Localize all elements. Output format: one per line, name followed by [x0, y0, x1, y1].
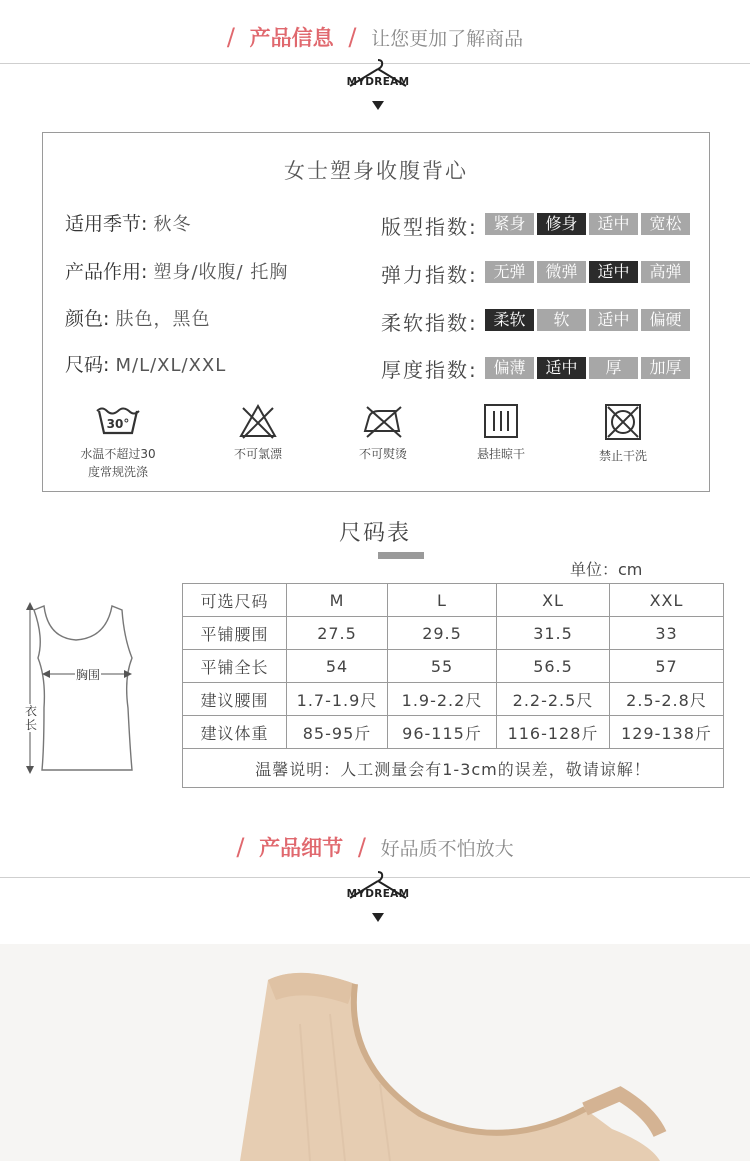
table-cell: 27.5: [287, 617, 388, 650]
table-cell: 可选尺码: [183, 584, 287, 617]
table-cell: 116-128斤: [497, 716, 610, 749]
vest-diagram: [20, 598, 150, 778]
slash-right: /: [357, 833, 366, 861]
index-option: 加厚: [641, 357, 690, 379]
product-name: 女士塑身收腹背心: [284, 159, 468, 183]
attr-sep: :: [103, 308, 110, 330]
section-title: 产品细节: [259, 836, 344, 860]
index-option: 高弹: [641, 261, 690, 283]
wash-30-icon: [95, 403, 141, 439]
table-cell: 33: [610, 617, 724, 650]
section-header-product-info: [0, 22, 750, 52]
wash-temp-text: 30°: [106, 417, 130, 431]
table-row: [183, 683, 724, 716]
table-cell: XL: [497, 584, 610, 617]
table-cell: 57: [610, 650, 724, 683]
attr-size: [65, 350, 226, 377]
table-cell: 54: [287, 650, 388, 683]
table-row: [183, 716, 724, 749]
hang-dry-icon: [483, 403, 519, 439]
attr-value: 秋冬: [153, 214, 192, 235]
care-wash: [63, 403, 173, 481]
index-softness-label: 柔软指数:: [381, 311, 478, 335]
attr-label: 适用季节: [65, 213, 142, 235]
table-row: [183, 650, 724, 683]
care-hang-dry: [446, 403, 556, 463]
section-header-product-details: [0, 832, 750, 862]
size-table: [182, 583, 724, 788]
table-cell: M: [287, 584, 388, 617]
attr-color: [65, 304, 210, 331]
care-no-dry-clean: [568, 403, 678, 465]
table-cell: 2.2-2.5尺: [497, 683, 610, 716]
care-label: 悬挂晾干: [476, 447, 525, 461]
table-row: [183, 584, 724, 617]
attr-label: 产品作用: [65, 261, 142, 283]
size-chart-title: 尺码表: [338, 521, 411, 546]
no-bleach-icon: [238, 403, 278, 439]
no-iron-icon: [361, 403, 405, 439]
attr-value: M/L/XL/XXL: [115, 355, 227, 376]
table-cell: 建议体重: [183, 716, 287, 749]
garment-closeup: [0, 944, 750, 1161]
table-row: [183, 617, 724, 650]
index-option-selected: 修身: [537, 213, 586, 235]
chest-label: 胸围: [76, 668, 101, 682]
care-no-iron: [328, 403, 438, 463]
index-option: 无弹: [485, 261, 534, 283]
slash-left: /: [226, 23, 235, 51]
size-title-underline: [378, 552, 424, 559]
index-option: 厚: [589, 357, 638, 379]
brand-name: MYDREAM: [346, 76, 410, 88]
slash-right: /: [348, 23, 357, 51]
table-cell: 31.5: [497, 617, 610, 650]
table-cell: 29.5: [388, 617, 497, 650]
index-option: 偏薄: [485, 357, 534, 379]
length-label: 衣长: [25, 704, 38, 732]
index-option: 紧身: [485, 213, 534, 235]
attr-season: [65, 209, 191, 236]
product-detail-photo: [0, 944, 750, 1161]
table-cell: 55: [388, 650, 497, 683]
attr-sep: :: [103, 354, 110, 376]
index-option: 微弹: [537, 261, 586, 283]
attr-value: 塑身/收腹/ 托胸: [153, 262, 289, 283]
care-line1: 水温不超过30: [80, 447, 156, 461]
attr-label: 尺码: [65, 354, 104, 376]
care-no-bleach: [203, 403, 313, 463]
care-label: 禁止干洗: [598, 449, 647, 463]
table-cell: XXL: [610, 584, 724, 617]
slash-left: /: [236, 833, 245, 861]
attr-sep: :: [141, 261, 148, 283]
size-unit: 单位：cm: [570, 560, 643, 579]
index-option-selected: 柔软: [485, 309, 534, 331]
section-subtitle: 好品质不怕放大: [380, 838, 514, 860]
index-option: 适中: [589, 309, 638, 331]
table-cell: 85-95斤: [287, 716, 388, 749]
brand-logo: [340, 56, 416, 114]
index-stretch-label: 弹力指数:: [381, 263, 478, 287]
attr-function: [65, 257, 288, 284]
index-option: 软: [537, 309, 586, 331]
care-label: [63, 445, 173, 481]
section-subtitle: 让您更加了解商品: [371, 28, 524, 50]
table-cell: L: [388, 584, 497, 617]
attr-label: 颜色: [65, 308, 104, 330]
index-fit-label: 版型指数:: [381, 215, 478, 239]
table-cell: 1.7-1.9尺: [287, 683, 388, 716]
index-thickness-label: 厚度指数:: [381, 358, 478, 382]
care-label: 不可氯漂: [233, 447, 282, 461]
index-option: 偏硬: [641, 309, 690, 331]
table-cell: 建议腰围: [183, 683, 287, 716]
table-row: [183, 749, 724, 788]
size-note: 温馨说明：人工测量会有1-3cm的误差，敬请谅解！: [183, 749, 724, 788]
table-cell: 2.5-2.8尺: [610, 683, 724, 716]
no-dry-clean-icon: [604, 403, 642, 441]
brand-logo: [340, 868, 416, 926]
table-cell: 129-138斤: [610, 716, 724, 749]
table-cell: 平铺腰围: [183, 617, 287, 650]
table-cell: 56.5: [497, 650, 610, 683]
index-option: 宽松: [641, 213, 690, 235]
section-title: 产品信息: [249, 26, 334, 50]
index-option: 适中: [589, 213, 638, 235]
product-info-card: [42, 132, 710, 492]
brand-name: MYDREAM: [346, 888, 410, 900]
table-cell: 96-115斤: [388, 716, 497, 749]
attr-sep: :: [141, 213, 148, 235]
table-cell: 1.9-2.2尺: [388, 683, 497, 716]
table-cell: 平铺全长: [183, 650, 287, 683]
care-line2: 度常规洗涤: [87, 465, 148, 479]
care-label: 不可熨烫: [358, 447, 407, 461]
index-option-selected: 适中: [589, 261, 638, 283]
attr-value: 肤色，黑色: [115, 309, 211, 330]
index-option-selected: 适中: [537, 357, 586, 379]
